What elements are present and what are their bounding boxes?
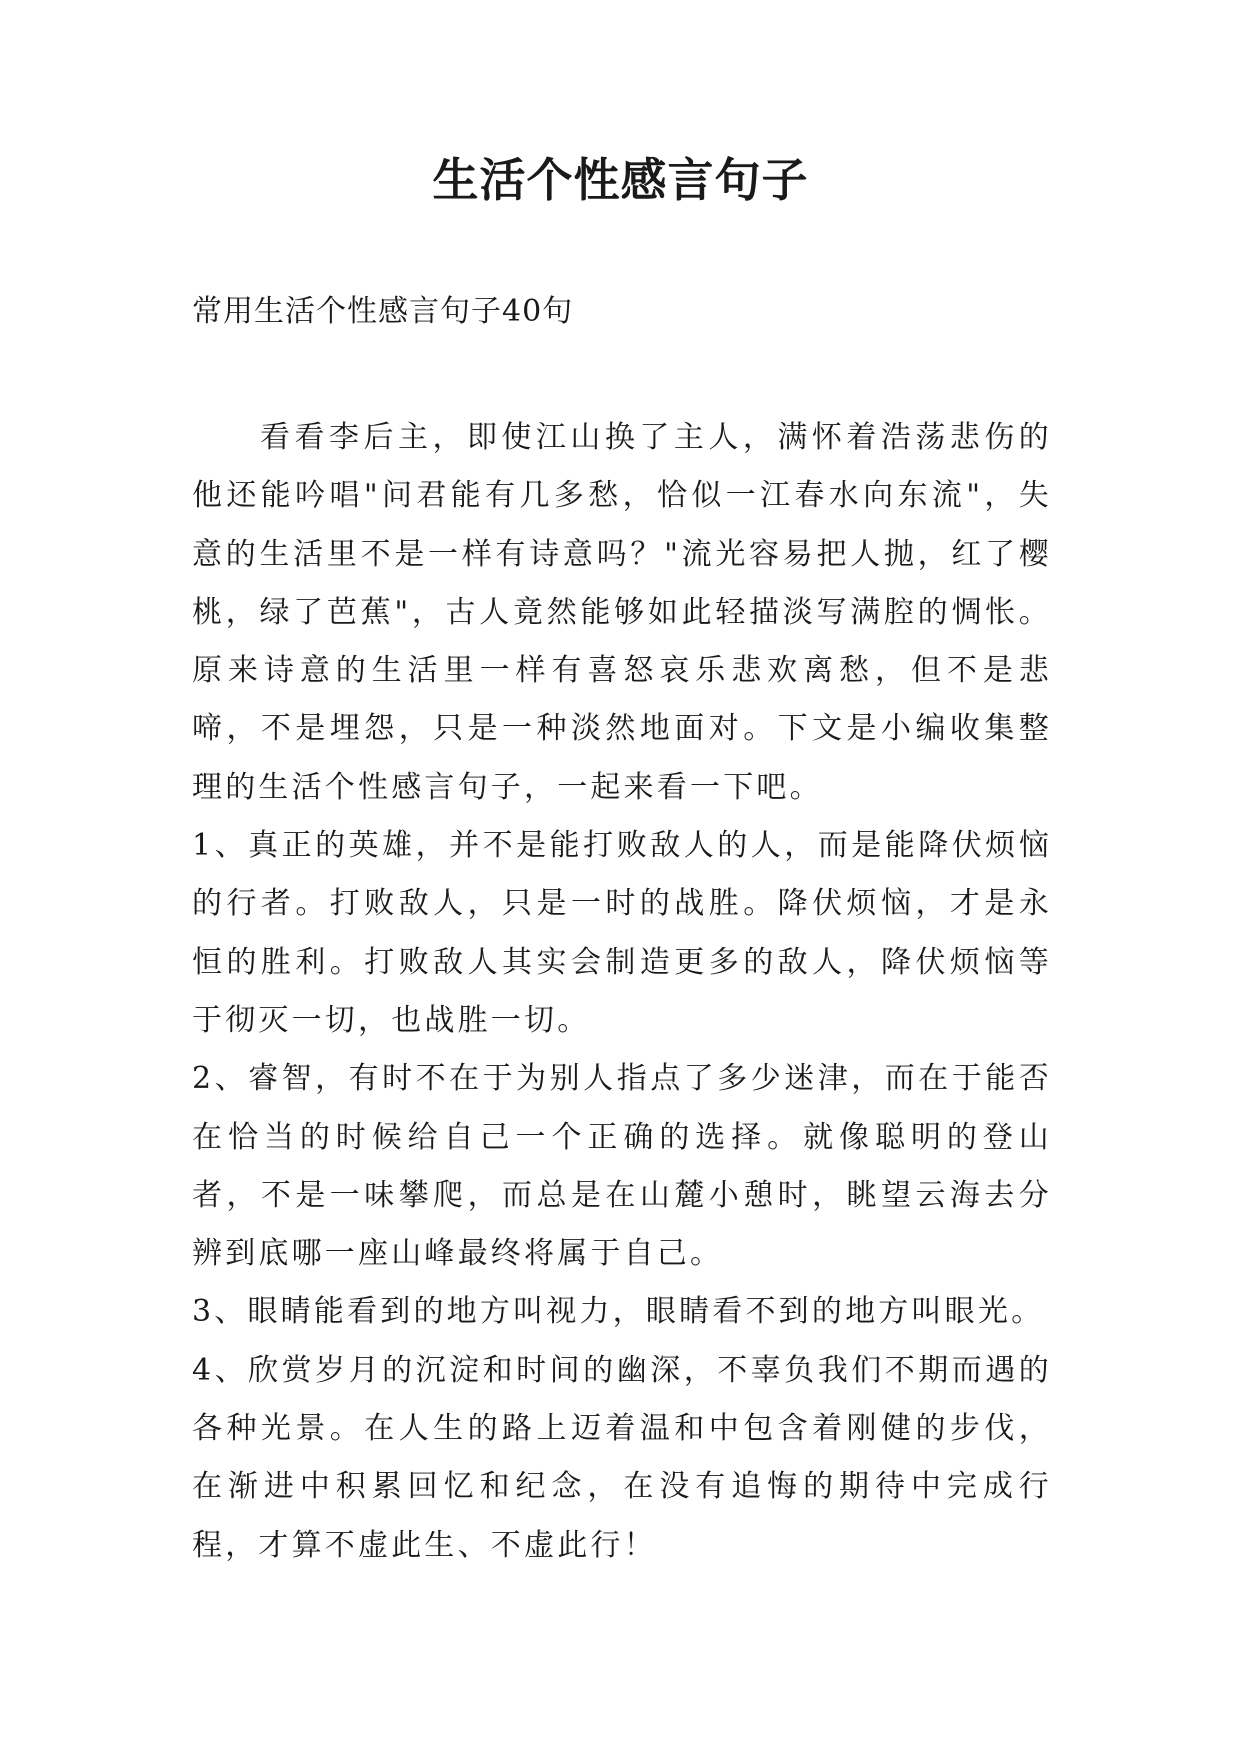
intro-paragraph: 看看李后主，即使江山换了主人，满怀着浩荡悲伤的他还能吟唱"问君能有几多愁，恰似一江春水向东流"，失意的生活里不是一样有诗意吗？"流光容易把人抛，红了樱桃，绿了芭蕉"，古人竟然能够如此轻描淡写满腔的惆怅。原来诗意的生活里一样有喜怒哀乐悲欢离愁，但不是悲啼，不是埋怨，只是一种淡然地面对。下文是小编收集整理的生活个性感言句子，一起来看一下吧。 <box>192 420 1052 805</box>
document-subtitle: 常用生活个性感言句子40句 <box>192 294 574 329</box>
quote-paragraph-1: 1、真正的英雄，并不是能打败敌人的人，而是能降伏烦恼的行者。打败敌人，只是一时的战胜。降伏烦恼，才是永恒的胜利。打败敌人其实会制造更多的敌人，降伏烦恼等于彻灭一切，也战胜一切。 <box>192 828 1052 1038</box>
quote-paragraph-4: 4、欣赏岁月的沉淀和时间的幽深，不辜负我们不期而遇的各种光景。在人生的路上迈着温和中包含着刚健的步伐，在渐进中积累回忆和纪念，在没有追悔的期待中完成行程，才算不虚此生、不虚此行！ <box>192 1352 1052 1563</box>
quote-paragraph-2: 2、睿智，有时不在于为别人指点了多少迷津，而在于能否在恰当的时候给自己一个正确的选择。就像聪明的登山者，不是一味攀爬，而总是在山麓小憩时，眺望云海去分辨到底哪一座山峰最终将属于自己。 <box>192 1061 1052 1272</box>
document-body <box>192 409 1052 1575</box>
document-title: 生活个性感言句子 <box>432 153 809 207</box>
quote-paragraph-3: 3、眼睛能看到的地方叫视力，眼睛看不到的地方叫眼光。 <box>192 1294 1045 1330</box>
